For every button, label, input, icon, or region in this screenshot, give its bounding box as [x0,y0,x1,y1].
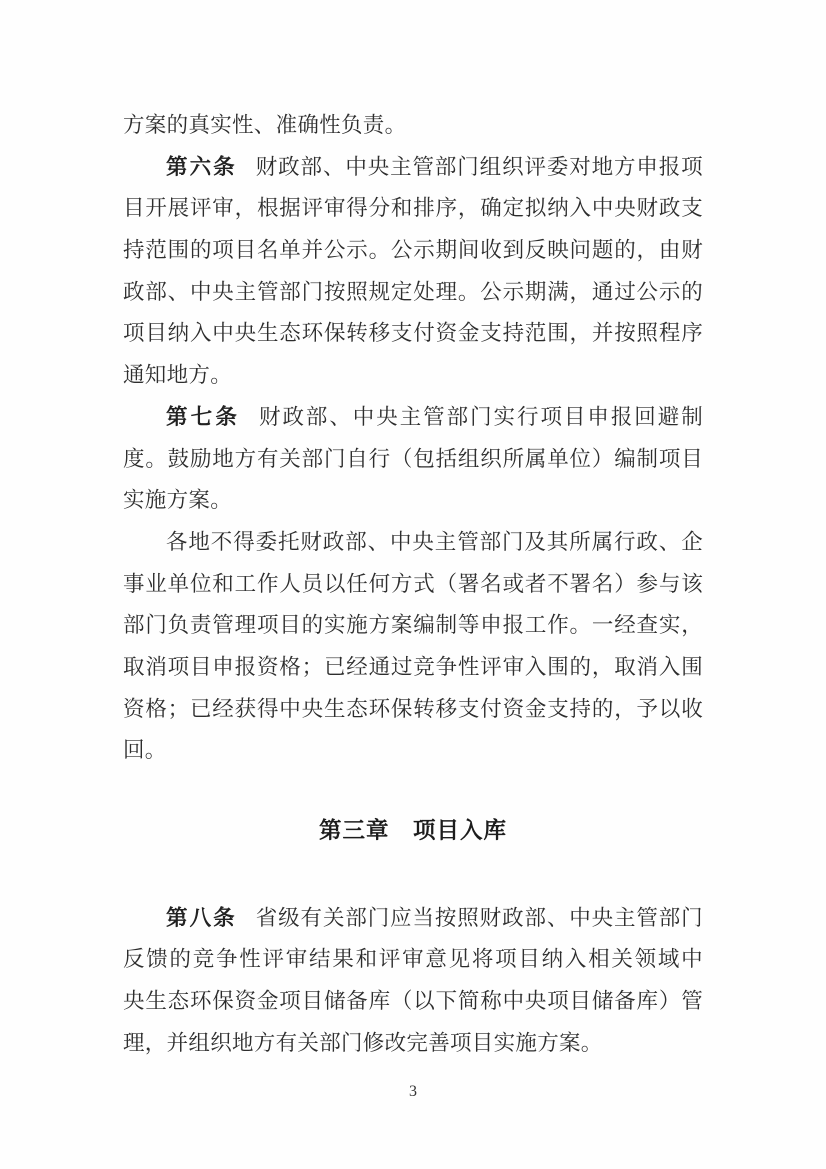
text-line [123,939,703,981]
text-line [123,147,703,189]
text-line [123,564,703,606]
line-text: 财政部、中央主管部门实行项目申报回避制 [258,404,703,429]
page-number: 3 [409,1083,417,1100]
line-text: 央生态环保资金项目储备库（以下简称中央项目储备库）管 [123,989,703,1014]
line-text: 反馈的竞争性评审结果和评审意见将项目纳入相关领域中 [123,947,703,972]
chapter-heading: 第三章 项目入库 [318,818,507,843]
text-line [123,397,703,439]
text-line [123,105,703,147]
text-line [123,230,703,272]
text-line [123,313,703,355]
line-text: 部门负责管理项目的实施方案编制等申报工作。一经查实， [123,613,703,638]
text-line [123,689,703,731]
line-text: 目开展评审，根据评审得分和排序，确定拟纳入中央财政支 [123,196,703,221]
text-line [123,355,703,397]
document-body [123,105,703,1064]
line-text: 度。鼓励地方有关部门自行（包括组织所属单位）编制项目 [123,446,703,471]
text-line [123,188,703,230]
text-line [123,981,703,1023]
line-text: 方案的真实性、准确性负责。 [123,113,407,137]
text-line [123,1023,703,1065]
line-text: 省级有关部门应当按照财政部、中央主管部门 [255,905,703,930]
article-number-label: 第七条 [166,404,240,429]
line-text: 政部、中央主管部门按照规定处理。公示期满，通过公示的 [123,279,703,304]
line-text: 项目纳入中央生态环保转移支付资金支持范围，并按照程序 [123,321,703,346]
line-text: 实施方案。 [123,488,233,513]
line-text: 通知地方。 [123,363,233,388]
line-text: 资格；已经获得中央生态环保转移支付资金支持的，予以收 [123,696,703,721]
line-text: 取消项目申报资格；已经通过竞争性评审入围的，取消入围 [123,654,703,679]
text-line [123,898,703,940]
line-text: 各地不得委托财政部、中央主管部门及其所属行政、企 [166,529,703,554]
text-line [123,647,703,689]
article-number-label: 第八条 [166,905,237,930]
line-text: 财政部、中央主管部门组织评委对地方申报项 [255,154,703,179]
text-line [123,272,703,314]
text-line [123,730,703,772]
text-line [123,605,703,647]
line-text: 回。 [123,738,167,763]
article-number-label: 第六条 [166,154,237,179]
line-text: 事业单位和工作人员以任何方式（署名或者不署名）参与该 [123,571,703,596]
line-text: 持范围的项目名单并公示。公示期间收到反映问题的，由财 [123,238,703,263]
text-line [123,522,703,564]
text-line [123,480,703,522]
line-text: 理，并组织地方有关部门修改完善项目实施方案。 [123,1030,603,1055]
text-line [123,439,703,481]
